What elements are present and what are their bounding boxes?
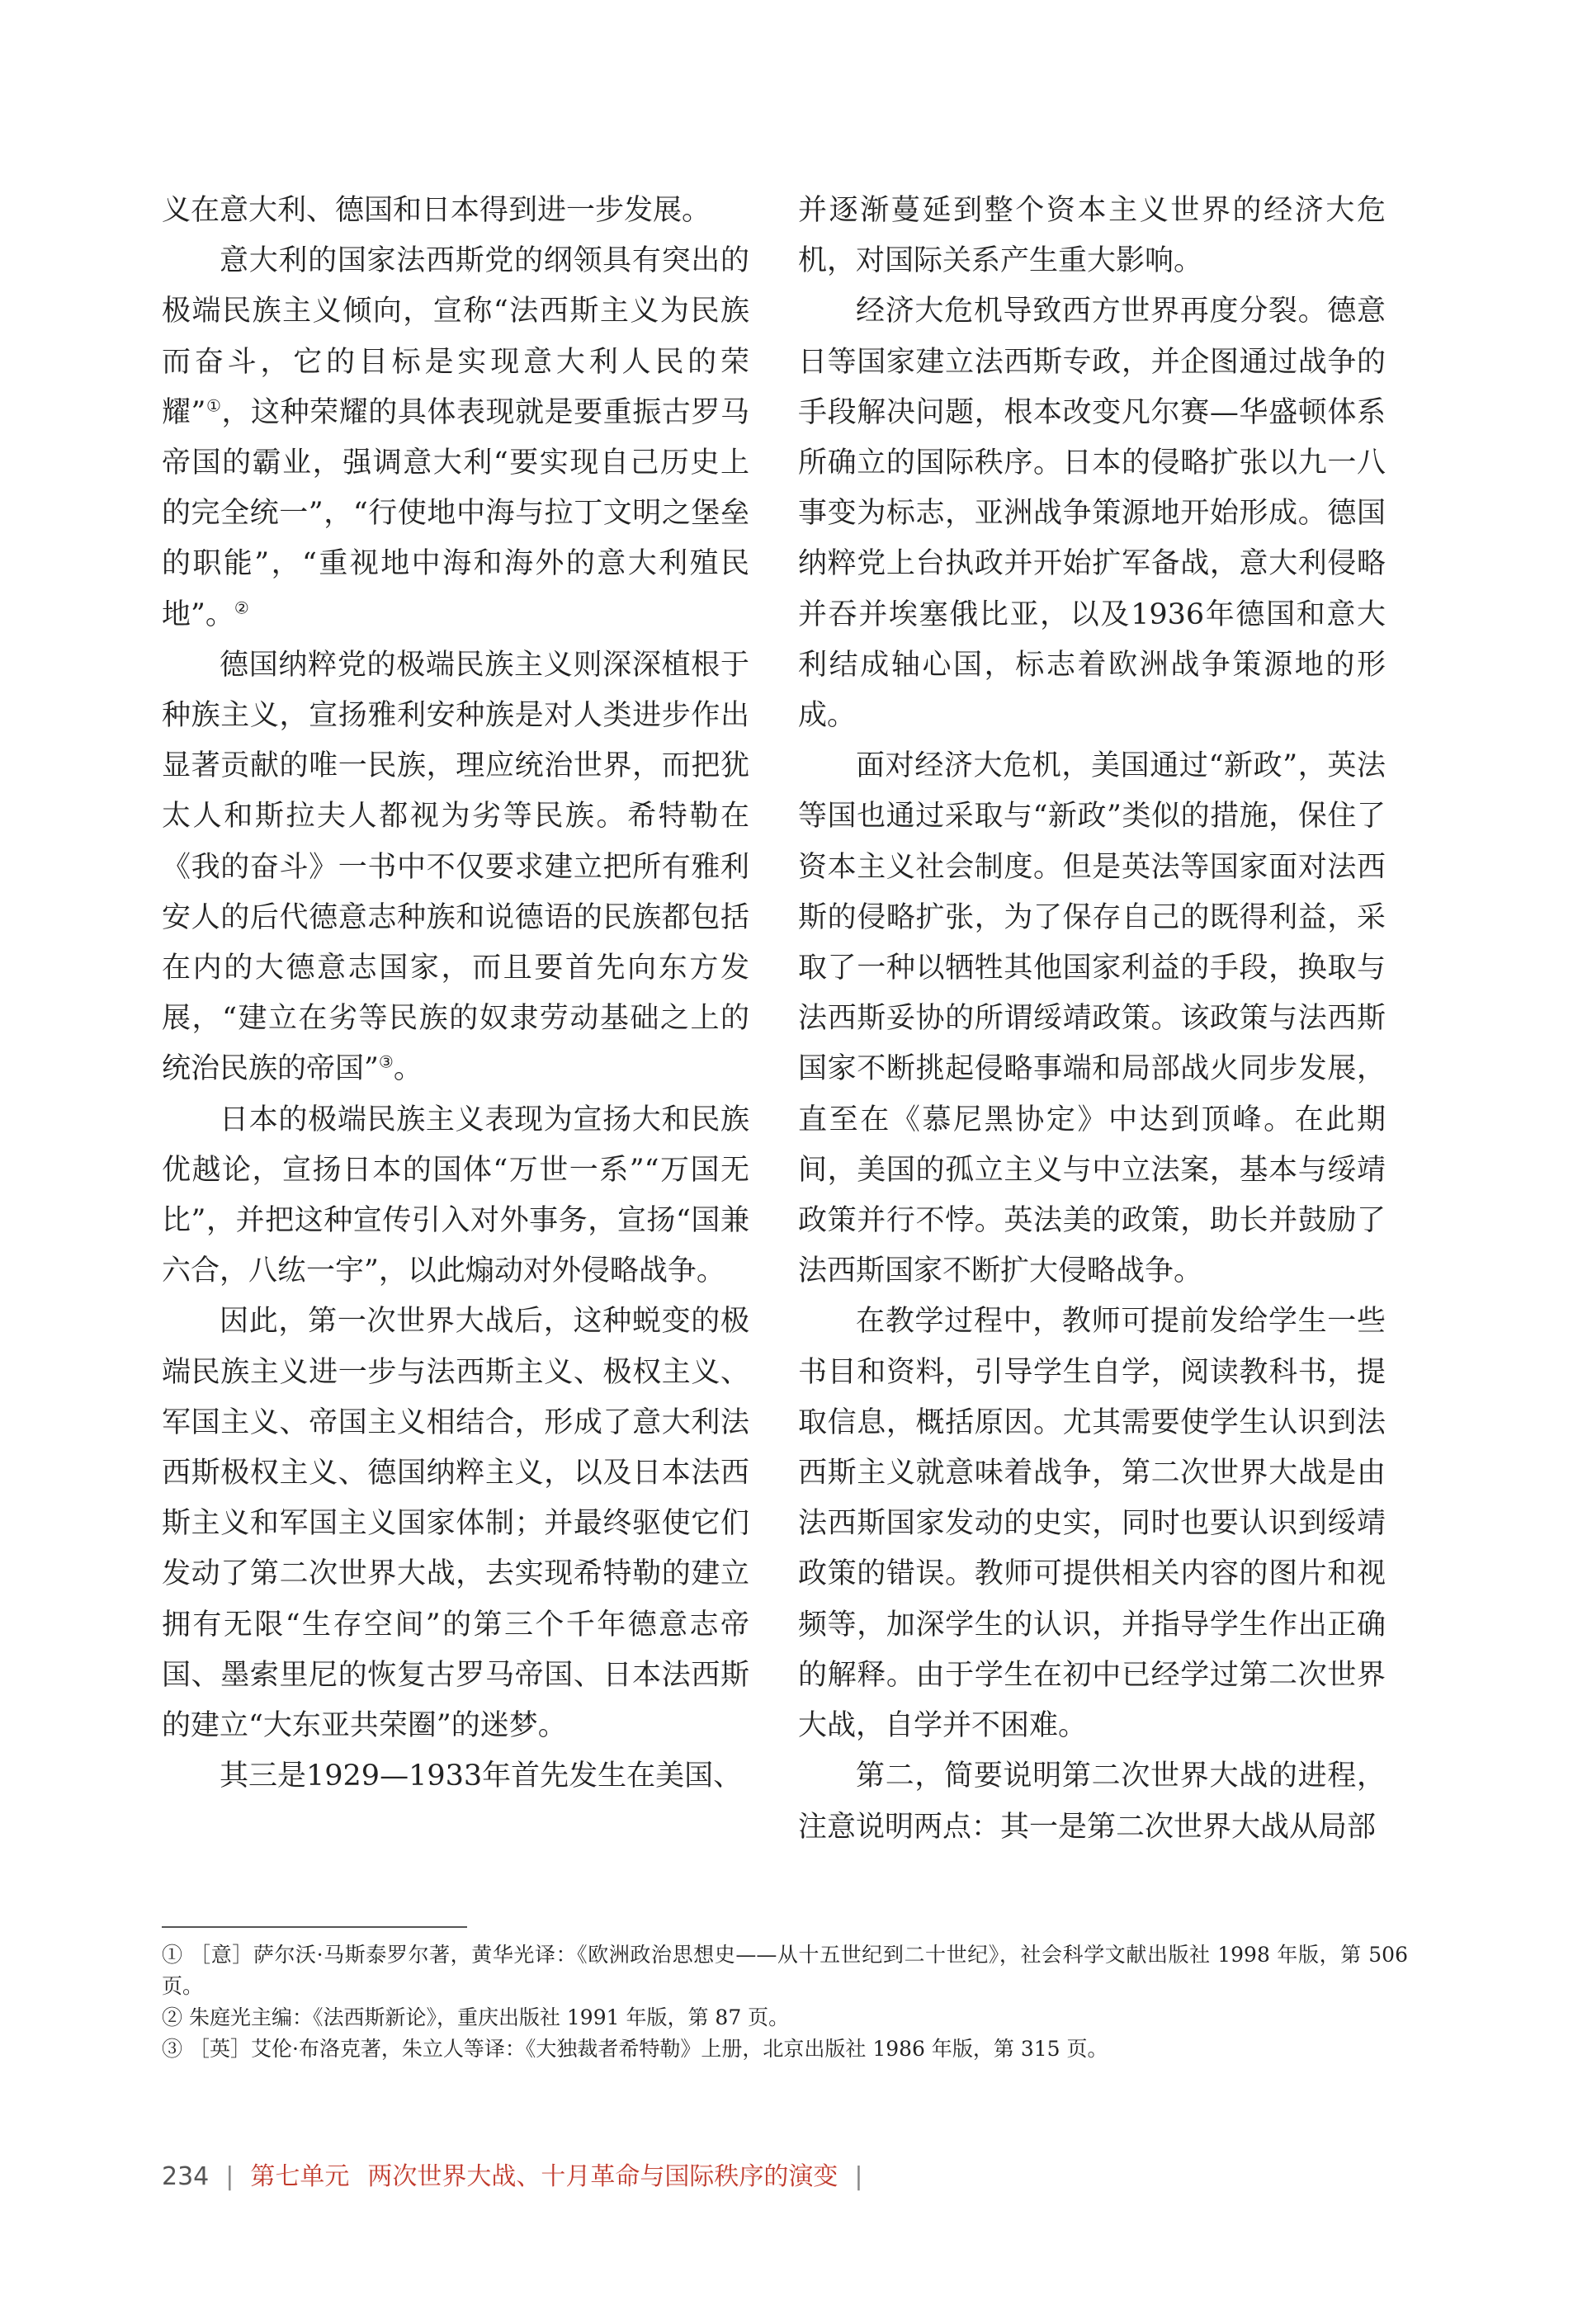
paragraph: 日本的极端民族主义表现为宣扬大和民族优越论，宣扬日本的国体“万世一系”“万国无比”，并把这种宣传引入对外事务，宣扬“国兼六合，八纮一宇”，以此煽动对外侵略战争。 bbox=[162, 1103, 749, 1288]
paragraph: 并逐渐蔓延到整个资本主义世界的经济大危机，对国际关系产生重大影响。 bbox=[798, 194, 1386, 278]
paragraph-text: ，这种荣耀的具体表现就是要重振古罗马帝国的霸业，强调意大利“要实现自己历史上的完全统一”，“行使地中海与拉丁文明之堡垒的职能”，“重视地中海和海外的意大利殖民地”。 bbox=[162, 395, 749, 631]
footnote: ② 朱庭光主编：《法西斯新论》，重庆出版社 1991 年版，第 87 页。 bbox=[162, 2005, 790, 2029]
footnote: ① ［意］萨尔沃·马斯泰罗尔著，黄华光译：《欧洲政治思想史——从十五世纪到二十世纪》，社会科学文献出版社 1998 年版，第 506 页。 bbox=[162, 1943, 1408, 1998]
paragraph bbox=[162, 640, 749, 1095]
paragraph: 第二，简要说明第二次世界大战的进程，注意说明两点：其一是第二次世界大战从局部 bbox=[798, 1760, 1386, 1844]
paragraph: 其三是1929—1933年首先发生在美国、 bbox=[220, 1760, 743, 1793]
chapter-title: 两次世界大战、十月革命与国际秩序的演变 bbox=[367, 2162, 838, 2191]
footnote: ③ ［英］艾伦·布洛克著，朱立人等译：《大独裁者希特勒》上册，北京出版社 1986 年版，第 315 页。 bbox=[162, 2037, 1108, 2061]
paragraph-text: 德国纳粹党的极端民族主义则深深植根于种族主义，宣扬雅利安种族是对人类进步作出显著贡献的唯一民族，理应统治世界，而把犹太人和斯拉夫人都视为劣等民族。希特勒在《我的奋斗》一书中不仅要求建立把所有雅利安人的后代德意志种族和说德语的民族都包括在内的大德意志国家，而且要首先向东方发展，“建立在劣等民族的奴隶劳动基础之上的统治民族的帝国” bbox=[162, 648, 749, 1086]
page-number: 234 bbox=[162, 2162, 210, 2191]
paragraph: 经济大危机导致西方世界再度分裂。德意日等国家建立法西斯专政，并企图通过战争的手段解决问题，根本改变凡尔赛—华盛顿体系所确立的国际秩序。日本的侵略扩张以九一八事变为标志，亚洲战争策源地开始形成。德国纳粹党上台执政并开始扩军备战，意大利侵略并吞并埃塞俄比亚，以及1936年德国和意大利结成轴心国，标志着欧洲战争策源地的形成。 bbox=[798, 295, 1386, 733]
unit-label: 第七单元 bbox=[250, 2162, 350, 2191]
left-column bbox=[162, 186, 749, 1802]
paragraph bbox=[162, 236, 749, 640]
paragraph: 义在意大利、德国和日本得到进一步发展。 bbox=[162, 194, 711, 227]
paragraph: 面对经济大危机，美国通过“新政”，英法等国也通过采取与“新政”类似的措施，保住了资本主义社会制度。但是英法等国家面对法西斯的侵略扩张，为了保存自己的既得利益，采取了一种以牺牲其他国家利益的手段，换取与法西斯妥协的所谓绥靖政策。该政策与法西斯国家不断挑起侵略事端和局部战火同步发展，直至在《慕尼黑协定》中达到顶峰。在此期间，美国的孤立主义与中立法案，基本与绥靖政策并行不悖。英法美的政策，助长并鼓励了法西斯国家不断扩大侵略战争。 bbox=[798, 749, 1386, 1288]
footnotes bbox=[162, 1939, 1408, 2065]
paragraph-text: 。 bbox=[393, 1052, 423, 1086]
footnote-ref: ② bbox=[234, 597, 249, 617]
page-footer bbox=[162, 2161, 879, 2194]
footer-separator: | bbox=[225, 2162, 234, 2191]
paragraph: 在教学过程中，教师可提前发给学生一些书目和资料，引导学生自学，阅读教科书，提取信息，概括原因。尤其需要使学生认识到法西斯主义就意味着战争，第二次世界大战是由法西斯国家发动的史实，同时也要认识到绥靖政策的错误。教师可提供相关内容的图片和视频等，加深学生的认识，并指导学生作出正确的解释。由于学生在初中已经学过第二次世界大战，自学并不困难。 bbox=[798, 1305, 1386, 1743]
paragraph-text: 意大利的国家法西斯党的纲领具有突出的极端民族主义倾向，宣称“法西斯主义为民族而奋斗，它的目标是实现意大利人民的荣耀” bbox=[162, 244, 749, 429]
footnote-divider bbox=[162, 1926, 467, 1928]
footnote-ref: ③ bbox=[378, 1051, 394, 1072]
footnote-ref: ① bbox=[205, 395, 222, 416]
paragraph: 因此，第一次世界大战后，这种蜕变的极端民族主义进一步与法西斯主义、极权主义、军国主义、帝国主义相结合，形成了意大利法西斯极权主义、德国纳粹主义，以及日本法西斯主义和军国主义国家体制；并最终驱使它们发动了第二次世界大战，去实现希特勒的建立拥有无限“生存空间”的第三个千年德意志帝国、墨索里尼的恢复古罗马帝国、日本法西斯的建立“大东亚共荣圈”的迷梦。 bbox=[162, 1305, 749, 1743]
footer-separator-end: | bbox=[854, 2162, 863, 2191]
right-column bbox=[798, 186, 1386, 1853]
